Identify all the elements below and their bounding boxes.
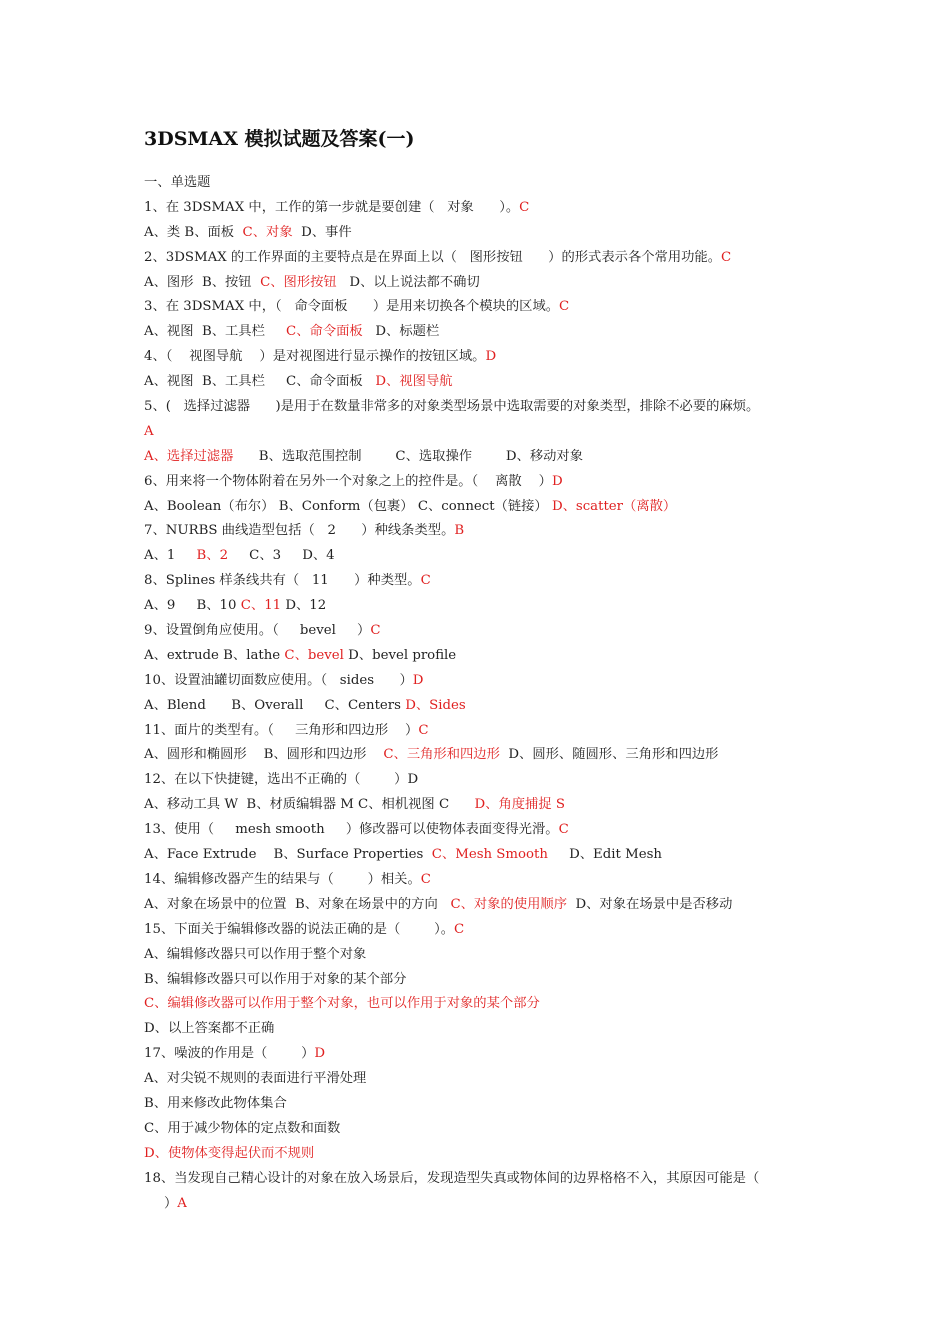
text-line xyxy=(144,893,834,918)
line-text: 4、（ 视图导航 ）是对视图进行显示操作的按钮区域。 xyxy=(144,349,486,365)
answer-text: C、Mesh Smooth xyxy=(431,847,548,863)
line-text: A、Boolean（布尔） B、Conform（包裹） C、connect（链接） xyxy=(144,498,552,514)
text-line xyxy=(144,320,834,345)
line-text: 9、设置倒角应使用。（ bevel ） xyxy=(144,623,371,639)
line-text: 10、设置油罐切面数应使用。（ sides ） xyxy=(144,672,413,688)
answer-text: C、对象 xyxy=(242,224,293,240)
line-text: 17、噪波的作用是（ ） xyxy=(144,1046,315,1062)
line-text: D、以上答案都不正确 xyxy=(144,1021,275,1037)
line-text: A、圆形和椭圆形 B、圆形和四边形 xyxy=(144,747,384,763)
answer-text: B、2 xyxy=(196,548,229,564)
answer-text: C xyxy=(519,199,530,215)
text-line xyxy=(144,395,834,420)
answer-text: D、角度捕捉 S xyxy=(474,797,565,813)
text-line xyxy=(144,1017,834,1042)
document-title: 3DSMAX 模拟试题及答案(一) xyxy=(144,128,415,150)
text-line xyxy=(144,694,834,719)
line-text: B、编辑修改器只可以作用于对象的某个部分 xyxy=(144,971,407,987)
text-line xyxy=(144,495,834,520)
line-text: 7、NURBS 曲线造型包括（ 2 ）种线条类型。 xyxy=(144,523,455,539)
line-text: 6、用来将一个物体附着在另外一个对象之上的控件是。（ 离散 ） xyxy=(144,473,552,489)
answer-text: A xyxy=(144,423,154,439)
answer-text: D xyxy=(314,1046,326,1062)
line-text: D、对象在场景中是否移动 xyxy=(567,896,733,912)
line-text: B、用来修改此物体集合 xyxy=(144,1095,287,1111)
answer-text: A xyxy=(177,1195,187,1211)
text-line xyxy=(144,445,834,470)
text-line xyxy=(144,644,834,669)
answer-text: C、图形按钮 xyxy=(260,274,337,290)
line-text: 15、下面关于编辑修改器的说法正确的是（ ）。 xyxy=(144,921,455,937)
line-text: D、标题栏 xyxy=(362,324,440,340)
answer-text: D xyxy=(412,672,424,688)
answer-text: C xyxy=(420,871,431,887)
line-text: 一、单选题 xyxy=(144,175,211,190)
line-text: D、事件 xyxy=(292,224,352,240)
line-text: A、对象在场景中的位置 B、对象在场景中的方向 xyxy=(144,896,451,912)
answer-text: C、对象的使用顺序 xyxy=(450,896,568,912)
line-text: A、对尖锐不规则的表面进行平滑处理 xyxy=(144,1071,367,1087)
answer-text: A、选择过滤器 xyxy=(144,448,234,464)
text-line xyxy=(144,295,834,320)
text-line xyxy=(144,1042,834,1067)
text-line xyxy=(144,594,834,619)
answer-text: C、三角形和四边形 xyxy=(383,747,500,763)
line-text: 2、3DSMAX 的工作界面的主要特点是在界面上以（ 图形按钮 ）的形式表示各个常用功能。 xyxy=(144,249,722,265)
line-text: A、1 xyxy=(144,548,197,564)
line-text: C、用于减少物体的定点数和面数 xyxy=(144,1120,341,1136)
answer-text: C、bevel xyxy=(284,647,344,663)
text-line xyxy=(144,221,834,246)
line-text: D、以上说法都不确切 xyxy=(336,274,480,290)
text-line xyxy=(144,1067,834,1092)
answer-text: D xyxy=(551,473,563,489)
line-text: A、视图 B、工具栏 xyxy=(144,324,287,340)
text-line xyxy=(144,818,834,843)
answer-text: C xyxy=(370,623,381,639)
answer-text: B xyxy=(454,523,465,539)
line-text: D、bevel profile xyxy=(343,647,457,663)
text-line xyxy=(144,669,834,694)
answer-text: C、编辑修改器可以作用于整个对象，也可以作用于对象的某个部分 xyxy=(144,996,540,1012)
line-text: 12、在以下快捷键，选出不正确的（ ）D xyxy=(144,772,419,788)
answer-text: C xyxy=(420,573,431,589)
answer-text: C xyxy=(721,249,732,265)
text-line xyxy=(144,918,834,943)
line-text: A、Blend B、Overall C、Centers xyxy=(144,697,406,713)
line-text: A、移动工具 W B、材质编辑器 M C、相机视图 C xyxy=(144,797,475,813)
line-text: A、编辑修改器只可以作用于整个对象 xyxy=(144,946,367,962)
answer-text: D xyxy=(485,349,497,365)
line-text: B、选取范围控制 C、选取操作 D、移动对象 xyxy=(233,448,584,464)
text-line xyxy=(144,196,834,221)
text-line xyxy=(144,345,834,370)
line-text: 8、Splines 样条线共有（ 11 ）种类型。 xyxy=(144,573,421,589)
text-line xyxy=(144,943,834,968)
line-text: 18、当发现自己精心设计的对象在放入场景后，发现造型失真或物体间的边界格格不入，其原因可能是（ xyxy=(144,1170,760,1186)
text-line xyxy=(144,420,834,445)
text-line xyxy=(144,1192,834,1217)
text-line xyxy=(144,246,834,271)
text-line xyxy=(144,519,834,544)
text-line xyxy=(144,868,834,893)
line-text: D、12 xyxy=(281,598,327,614)
answer-text: C xyxy=(559,299,570,315)
answer-text: C xyxy=(558,822,569,838)
text-line xyxy=(144,1142,834,1167)
answer-text: D、scatter（离散） xyxy=(551,498,677,514)
text-line xyxy=(144,619,834,644)
text-line xyxy=(144,370,834,395)
text-line xyxy=(144,171,834,196)
line-text: A、Face Extrude B、Surface Properties xyxy=(144,847,432,863)
line-text: 14、编辑修改器产生的结果与（ ）相关。 xyxy=(144,871,421,887)
text-line xyxy=(144,544,834,569)
text-line xyxy=(144,271,834,296)
text-line xyxy=(144,968,834,993)
line-text: A、视图 B、工具栏 C、命令面板 xyxy=(144,374,376,390)
text-line xyxy=(144,470,834,495)
line-text: A、extrude B、lathe xyxy=(144,647,285,663)
line-text: 1、在 3DSMAX 中，工作的第一步就是要创建（ 对象 ）。 xyxy=(144,199,520,215)
line-text: ） xyxy=(164,1195,178,1211)
text-line xyxy=(144,569,834,594)
text-line xyxy=(144,1167,834,1192)
line-text: D、Edit Mesh xyxy=(547,847,662,863)
line-text: 3、在 3DSMAX 中，（ 命令面板 ）是用来切换各个模块的区域。 xyxy=(144,299,560,315)
line-text: D、圆形、随圆形、三角形和四边形 xyxy=(499,747,719,763)
text-line xyxy=(144,743,834,768)
line-text: 13、使用（ mesh smooth ）修改器可以使物体表面变得光滑。 xyxy=(144,822,559,838)
answer-text: C、命令面板 xyxy=(286,324,363,340)
text-line xyxy=(144,768,834,793)
text-line xyxy=(144,793,834,818)
line-text: C、3 D、4 xyxy=(228,548,335,564)
answer-text: C xyxy=(418,722,429,738)
answer-text: C xyxy=(454,921,465,937)
line-text: A、图形 B、按钮 xyxy=(144,274,261,290)
line-text: A、9 B、10 xyxy=(144,598,241,614)
text-line xyxy=(144,719,834,744)
text-line xyxy=(144,1117,834,1142)
text-line xyxy=(144,843,834,868)
answer-text: D、使物体变得起伏而不规则 xyxy=(144,1145,315,1161)
line-text: 5、( 选择过滤器 )是用于在数量非常多的对象类型场景中选取需要的对象类型，排除不必要的麻烦。 xyxy=(144,399,760,415)
text-line xyxy=(144,992,834,1017)
line-text: A、类 B、面板 xyxy=(144,224,243,240)
text-line xyxy=(144,1092,834,1117)
document-body xyxy=(144,171,834,1216)
answer-text: D、视图导航 xyxy=(375,374,453,390)
answer-text: C、11 xyxy=(240,598,282,614)
answer-text: D、Sides xyxy=(405,697,466,713)
line-text: 11、面片的类型有。（ 三角形和四边形 ） xyxy=(144,722,419,738)
